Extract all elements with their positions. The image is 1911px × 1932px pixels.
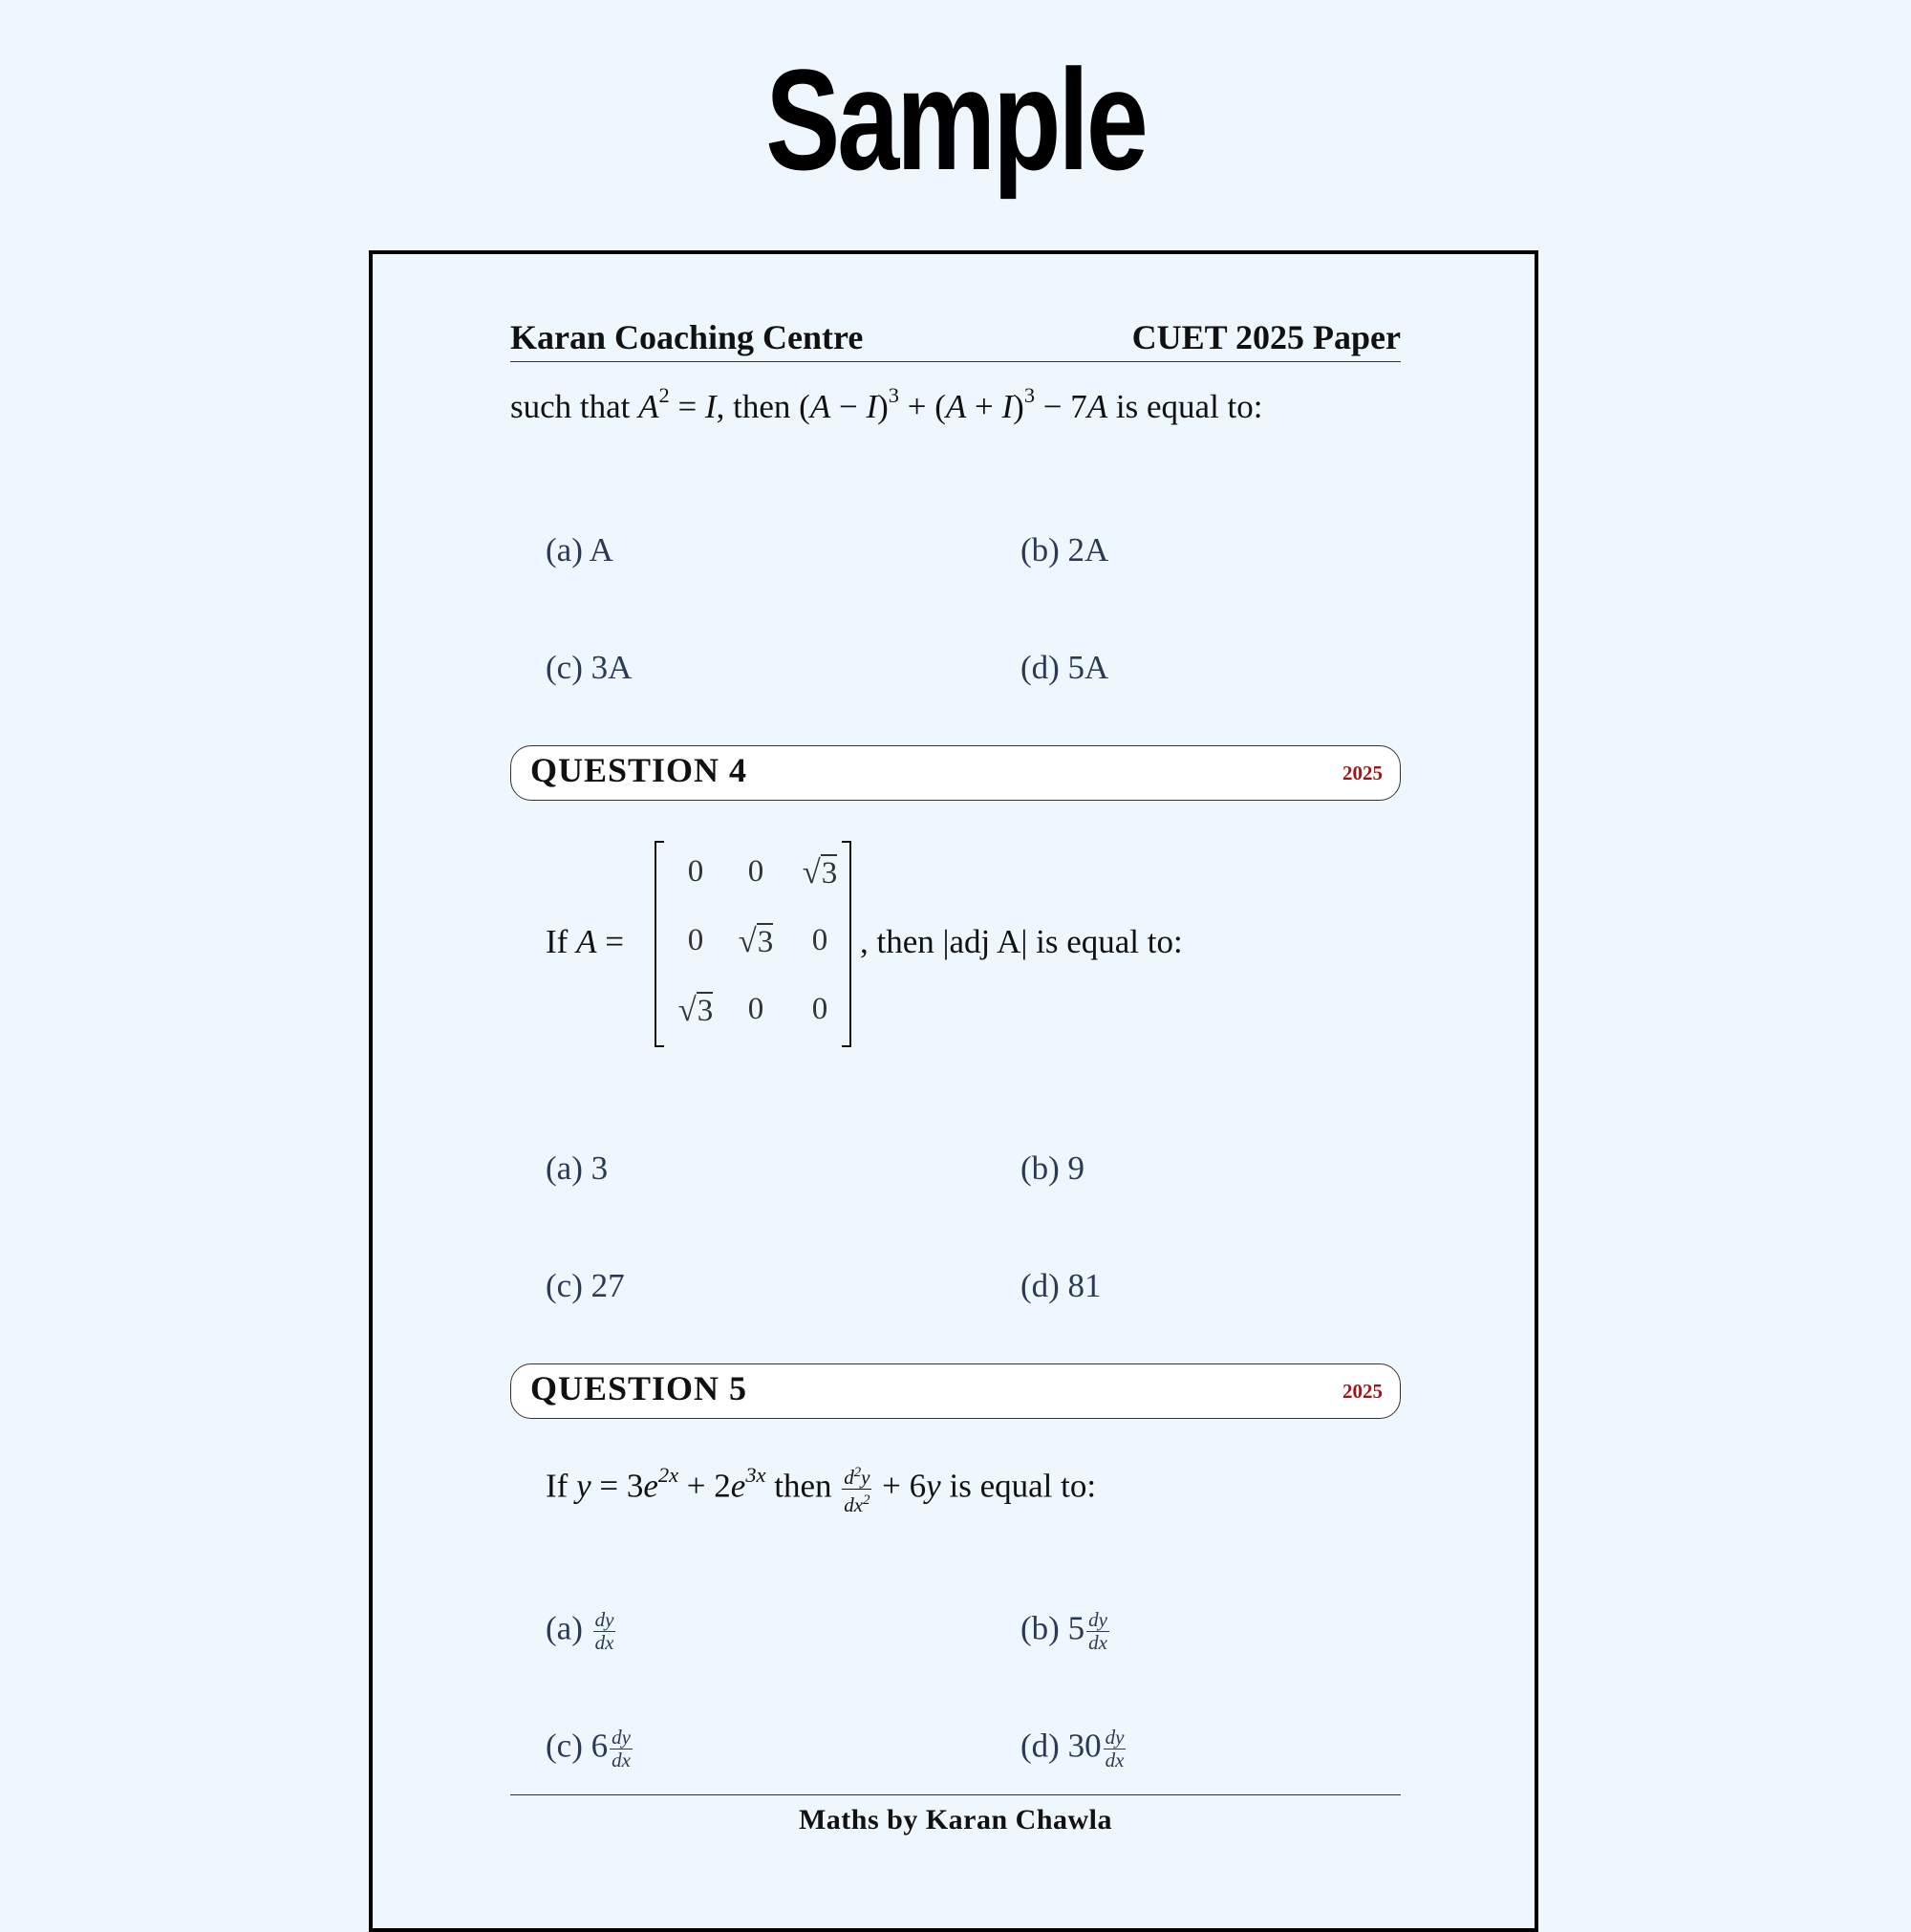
q5-option-b[interactable]: (b) 5 $\frac{dy}{dx}$ — [1020, 1608, 1107, 1655]
matrix-cell-r1-c1: 0 — [687, 854, 704, 889]
matrix-cell-r2-c3: 0 — [811, 923, 828, 957]
question-5-header — [510, 1363, 1401, 1419]
q3-text: such that $A^2 = I$, then $(A - I)^3 + (A + I)^3 - 7A$ is equal to: — [510, 382, 1263, 425]
header-exam: CUET 2025 Paper — [1131, 318, 1401, 356]
question-4-year: 2025 — [1342, 762, 1383, 784]
matrix-cell-r3-c3: 0 — [811, 992, 828, 1026]
question-4-title: QUESTION 4 — [530, 751, 748, 789]
matrix-cell-r1-c3: √3 — [802, 854, 838, 891]
q4-option-b[interactable]: (b) 9 — [1020, 1149, 1085, 1187]
footer-rule — [510, 1794, 1401, 1795]
page-header — [510, 317, 1401, 362]
question-5-year: 2025 — [1342, 1380, 1383, 1403]
q4-option-c[interactable]: (c) 27 — [546, 1267, 625, 1304]
q5-option-c[interactable]: (c) 6 $\frac{dy}{dx}$ — [546, 1726, 631, 1772]
q4-prefix: If A = — [546, 923, 624, 960]
paper-sheet — [369, 250, 1538, 1932]
question-5-title: QUESTION 5 — [530, 1369, 748, 1407]
matrix-cell-r3-c1: √3 — [677, 992, 714, 1028]
matrix-cell-r3-c2: 0 — [747, 992, 764, 1026]
q4-option-a[interactable]: (a) 3 — [546, 1149, 609, 1187]
q5-option-d[interactable]: (d) 30 $\frac{dy}{dx}$ — [1020, 1726, 1125, 1772]
matrix-cell-r1-c2: 0 — [747, 854, 764, 889]
sample-watermark: Sample — [765, 39, 1146, 200]
page-footer: Maths by Karan Chawla — [798, 1804, 1113, 1835]
q5-text: If $y = 3e^{2x} + 2e^{3x}$ then $\frac{d^2y}{dx^2}$ + 6y is equal to: — [546, 1462, 1097, 1517]
q3-option-c[interactable]: (c) 3A — [546, 649, 633, 686]
matrix-cell-r2-c2: √3 — [738, 923, 774, 959]
q4-suffix: , then |adj A| is equal to: — [860, 923, 1183, 960]
header-institute: Karan Coaching Centre — [510, 318, 864, 356]
q4-option-d[interactable]: (d) 81 — [1020, 1267, 1102, 1304]
q3-option-a[interactable]: (a) A — [546, 531, 613, 569]
q3-option-b[interactable]: (b) 2A — [1020, 531, 1109, 569]
matrix-left-bracket — [655, 841, 664, 1047]
matrix-cell-r2-c1: 0 — [687, 923, 704, 957]
q5-option-a[interactable]: (a) $\frac{dy}{dx}$ — [546, 1608, 614, 1655]
q3-option-d[interactable]: (d) 5A — [1020, 649, 1109, 686]
q4-matrix — [655, 841, 851, 1047]
question-4-header — [510, 745, 1401, 801]
